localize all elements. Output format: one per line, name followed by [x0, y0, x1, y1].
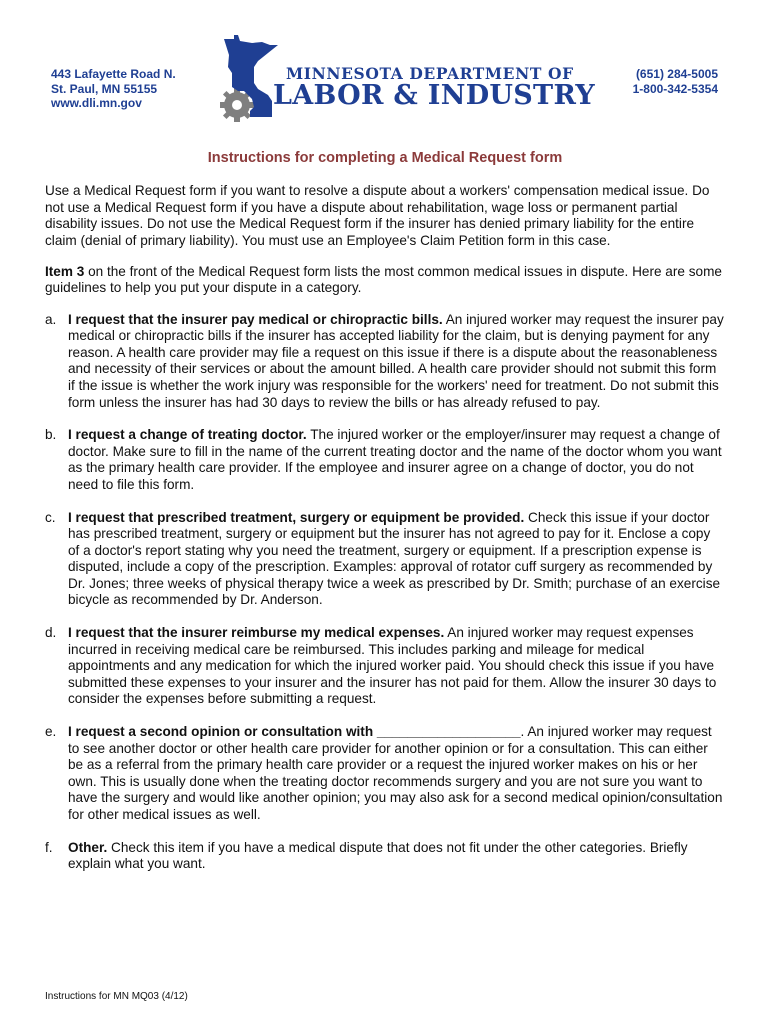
page-title: Instructions for completing a Medical Request form [207, 150, 563, 166]
list-item-d [45, 625, 725, 708]
phone-block [633, 67, 718, 96]
item3-text: on the front of the Medical Request form lists the most common medical issues in dispute. Here are some guidelines to help you put your dispute in a category. [45, 263, 722, 296]
intro-paragraph: Use a Medical Request form if you want to resolve a dispute about a workers' compensation medical issue. Do not use a Medical Request form if you have a dispute about rehabilitation, wage loss or permanent partial disability issues. Do not use the Medical Request form if the insurer has denied primary liability for the entire claim (denial of primary liability). You must use an Employee's Claim Petition form in this case. [45, 183, 710, 248]
item-text: Check this item if you have a medical dispute that does not fit under the other categories. Briefly explain what you want. [68, 839, 688, 872]
logo-department-text: MINNESOTA DEPARTMENT OF [286, 64, 574, 83]
dli-logo [212, 33, 595, 125]
item-letter: c. [45, 509, 56, 525]
item-text: An injured worker may request the insurer pay medical or chiropractic bills if the insurer has accepted liability for the claim, but is denying payment for any reason. A health care provider may file a request on this issue if there is a dispute about the reasonableness and necessity of their services or about the amount billed. A health care provider should not submit this form if the issue is whether the work injury was responsible for the workers' need for treatment. Do not submit this form unless the insurer has had 30 days to review the bills or has already refused to pay. [68, 311, 724, 410]
list-item-e [45, 724, 725, 824]
list-item-a [45, 312, 725, 412]
item-text: Check this issue if your doctor has prescribed treatment, surgery or equipment but the insurer has not agreed to pay for it. Enclose a copy of a doctor's report stating why you need the treatment, surgery or equipment. If a prescription expense is disputed, include a copy of the prescription. Examples: approval of rotator cuff surgery as recommended by Dr. Jones; three weeks of physical therapy twice a week as prescribed by Dr. Smith; purchase of an exercise bicycle as recommended by Dr. Anderson. [68, 509, 721, 608]
item-heading: I request that prescribed treatment, surgery or equipment be provided. [68, 509, 525, 525]
item-letter: b. [45, 427, 57, 443]
instructions-body [45, 183, 725, 889]
website-link[interactable]: www.dli.mn.gov [51, 96, 142, 110]
list-item-c [45, 510, 725, 610]
address-street: 443 Lafayette Road N. [51, 67, 176, 81]
item-letter: a. [45, 311, 57, 327]
address-block [51, 67, 176, 111]
item-heading: Other. [68, 839, 108, 855]
item-letter: d. [45, 625, 57, 641]
list-item-f [45, 840, 725, 873]
item-letter: f. [45, 839, 53, 855]
logo-agency-text: LABOR & INDUSTRY [273, 80, 595, 111]
item-heading: I request a change of treating doctor. [68, 427, 307, 443]
phone-local: (651) 284-5005 [635, 67, 718, 81]
page-footer: Instructions for MN MQ03 (4/12) [45, 991, 188, 1002]
item-text: An injured worker may request expenses incurred in receiving medical care be reimbursed. This includes parking and mileage for medical appointments and any medication for which the injured worker paid. You should check this issue if you have submitted these expenses to your insurer and the insurer has not paid for them. Allow the insurer 30 days to consider the expenses before submitting a request. [68, 625, 717, 707]
address-city: St. Paul, MN 55155 [51, 81, 158, 96]
item3-lead: Item 3 [45, 263, 85, 279]
minnesota-state-gear-icon [212, 33, 282, 125]
item-heading: I request that the insurer reimburse my medical expenses. [68, 625, 445, 641]
item-letter: e. [45, 724, 57, 740]
list-item-b [45, 427, 725, 493]
item3-paragraph [45, 264, 725, 297]
item-text: . An injured worker may request to see another doctor or other health care provider for another opinion or for a consultation. This can either be as a referral from the primary health care provider or a request the injured worker makes on his or her own. This is usually done when the treating doctor recommends surgery and you are not sure you want to have the surgery and would like another opinion; you may also ask for a second medical opinion/consultation for other medical issues as well. [68, 724, 723, 822]
item-heading: I request that the insurer pay medical or chiropractic bills. [68, 311, 443, 327]
item-heading: I request a second opinion or consultation with ___________________ [68, 724, 521, 740]
phone-tollfree: 1-800-342-5354 [632, 81, 718, 96]
item-text: The injured worker or the employer/insurer may request a change of doctor. Make sure to fill in the name of the current treating doctor and the name of the doctor whom you want as the primary health care provider. If the employee and insurer agree on a change of doctor, you do not need to file this form. [68, 427, 722, 492]
